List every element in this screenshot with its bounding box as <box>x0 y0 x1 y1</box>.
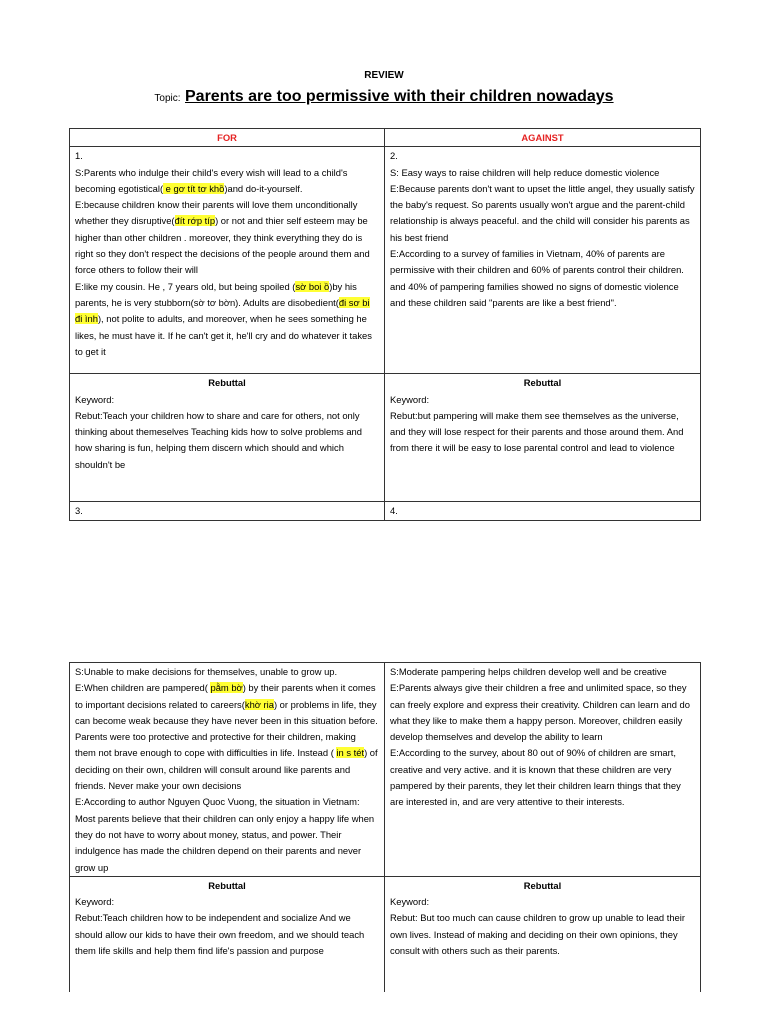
argument-number-4: 4. <box>385 502 701 520</box>
statement: S:Parents who indulge their child's every wish will lead to a child's becoming egotistical( e gơ tít tơ khồ)and do-it-yourself. <box>75 166 348 194</box>
explanation: E:Parents always give their children a free and unlimited space, so they can freely explore and express their creativity. Children can learn and do what they like to make them a happy person. Moreover, children easily develop themselves and develop the ability to learn <box>390 682 690 743</box>
debate-table-1 <box>69 128 701 521</box>
pronunciation-highlight: đi sơ bi đi ình <box>75 296 370 325</box>
explanation: E:Because parents don't want to upset the little angel, they usually satisfy the baby's request. So parents usually won't argue and the parent-child relationship is always peaceful. and the child will consider his parents as his best friend <box>390 182 695 243</box>
topic-title: Parents are too permissive with their children nowadays <box>185 88 614 105</box>
pronunciation-highlight: đít rớp típ <box>174 215 216 227</box>
for-argument-cell <box>70 663 385 877</box>
keyword-label: Keyword: <box>75 896 115 908</box>
keyword-label: Keyword: <box>75 393 115 405</box>
topic-line <box>0 88 768 106</box>
for-header: FOR <box>70 129 385 147</box>
keyword-label: Keyword: <box>390 896 430 908</box>
rebuttal-title: Rebuttal <box>208 879 246 891</box>
topic-label: Topic: <box>154 93 181 104</box>
against-rebuttal-cell <box>385 374 701 502</box>
rebuttal-text: Rebut:but pampering will make them see themselves as the universe, and they will lose respect for their parents and those around them. And from there it will be easy to lose parental control and lead to violence <box>390 409 684 454</box>
pronunciation-highlight: pằm bờ <box>210 682 243 694</box>
explanation: E:because children know their parents will love them unconditionally whether they disruptive(đít rớp típ) or not and thier self esteem may be higher than other children . moreover, they think everything they do is right so they don't respect the decisions of the people around them and force others to follow their will <box>75 199 370 276</box>
against-argument-cell <box>385 147 701 374</box>
pronunciation-highlight: sờ boi ồ <box>295 280 330 292</box>
example: E:According to a survey of families in Vietnam, 40% of parents are permissive with their children and 60% of parents control their children. and 40% of pampering families showed no signs of domestic violence and these children said "parents are like a best friend". <box>390 248 684 308</box>
pronunciation-highlight: in s tét <box>336 747 365 759</box>
pronunciation-highlight: e gơ tít tơ khồ <box>163 182 225 194</box>
statement: S:Unable to make decisions for themselves, unable to grow up. <box>75 666 338 677</box>
example: E:According to author Nguyen Quoc Vuong, the situation in Vietnam: Most parents believe that their children can only enjoy a happy life when they do not have to worry about money, status, and power. Their indulgence has made the children depend on their parents and never grow up <box>75 796 375 873</box>
keyword-label: Keyword: <box>390 393 430 405</box>
rebuttal-title: Rebuttal <box>208 377 246 389</box>
for-argument-cell <box>70 147 385 374</box>
example: E:According to the survey, about 80 out of 90% of children are smart, creative and very active. and it is known that these children are very pampered by their parents, they let their children learn things that they are interested in, and are very attentive to their interests. <box>390 747 681 808</box>
explanation: E:When children are pampered( pằm bờ) by their parents when it comes to important decisions related to careers(khờ ria) or problems in life, they can become weak because they have never been in this situation before. Parents were too protective and protective for their children, making them not brave enough to cope with difficulties in life. Instead ( in s tét) of deciding on their own, children will consult around like parents and friends. Never make your own decisions <box>75 682 378 792</box>
rebuttal-text: Rebut:Teach children how to be independent and socialize And we should allow our kids to have their own freedom, and we should teach them life skills and help them find life's passion and purpose <box>75 912 365 957</box>
rebuttal-title: Rebuttal <box>523 879 562 891</box>
for-rebuttal-cell <box>70 876 385 992</box>
argument-number-3: 3. <box>70 502 385 520</box>
pronunciation-highlight: khờ ria <box>244 698 274 710</box>
example: E:like my cousin. He , 7 years old, but being spoiled (sờ boi ồ)by his parents, he is very stubborn(sờ tơ bờn). Adults are disobedient(đi sơ bi đi ình), not polite to adults, and moreover, when he sees something he likes, he must have it. If he can't get it, he'll cry and do whatever it takes to get it <box>75 280 372 357</box>
for-rebuttal-cell <box>70 374 385 502</box>
rebuttal-title: Rebuttal <box>523 377 562 389</box>
statement: S: Easy ways to raise children will help reduce domestic violence <box>390 166 660 178</box>
review-heading: REVIEW <box>364 70 404 81</box>
argument-number: 2. <box>390 150 398 162</box>
against-rebuttal-cell <box>385 876 701 992</box>
rebuttal-text: Rebut: But too much can cause children to grow up unable to lead their own lives. Instead of making and deciding on their own opinions, they consult with others such as their parents. <box>390 912 685 957</box>
rebuttal-text: Rebut:Teach your children how to share and care for others, not only thinking about themeselves Teaching kids how to solve problems and how sharing is fun, helping them discern which should and which shouldn't be <box>75 409 362 470</box>
against-header: AGAINST <box>385 129 701 147</box>
against-argument-cell <box>385 663 701 877</box>
statement: S:Moderate pampering helps children develop well and be creative <box>390 666 667 677</box>
debate-table-2 <box>69 662 701 992</box>
argument-number: 1. <box>75 150 83 162</box>
